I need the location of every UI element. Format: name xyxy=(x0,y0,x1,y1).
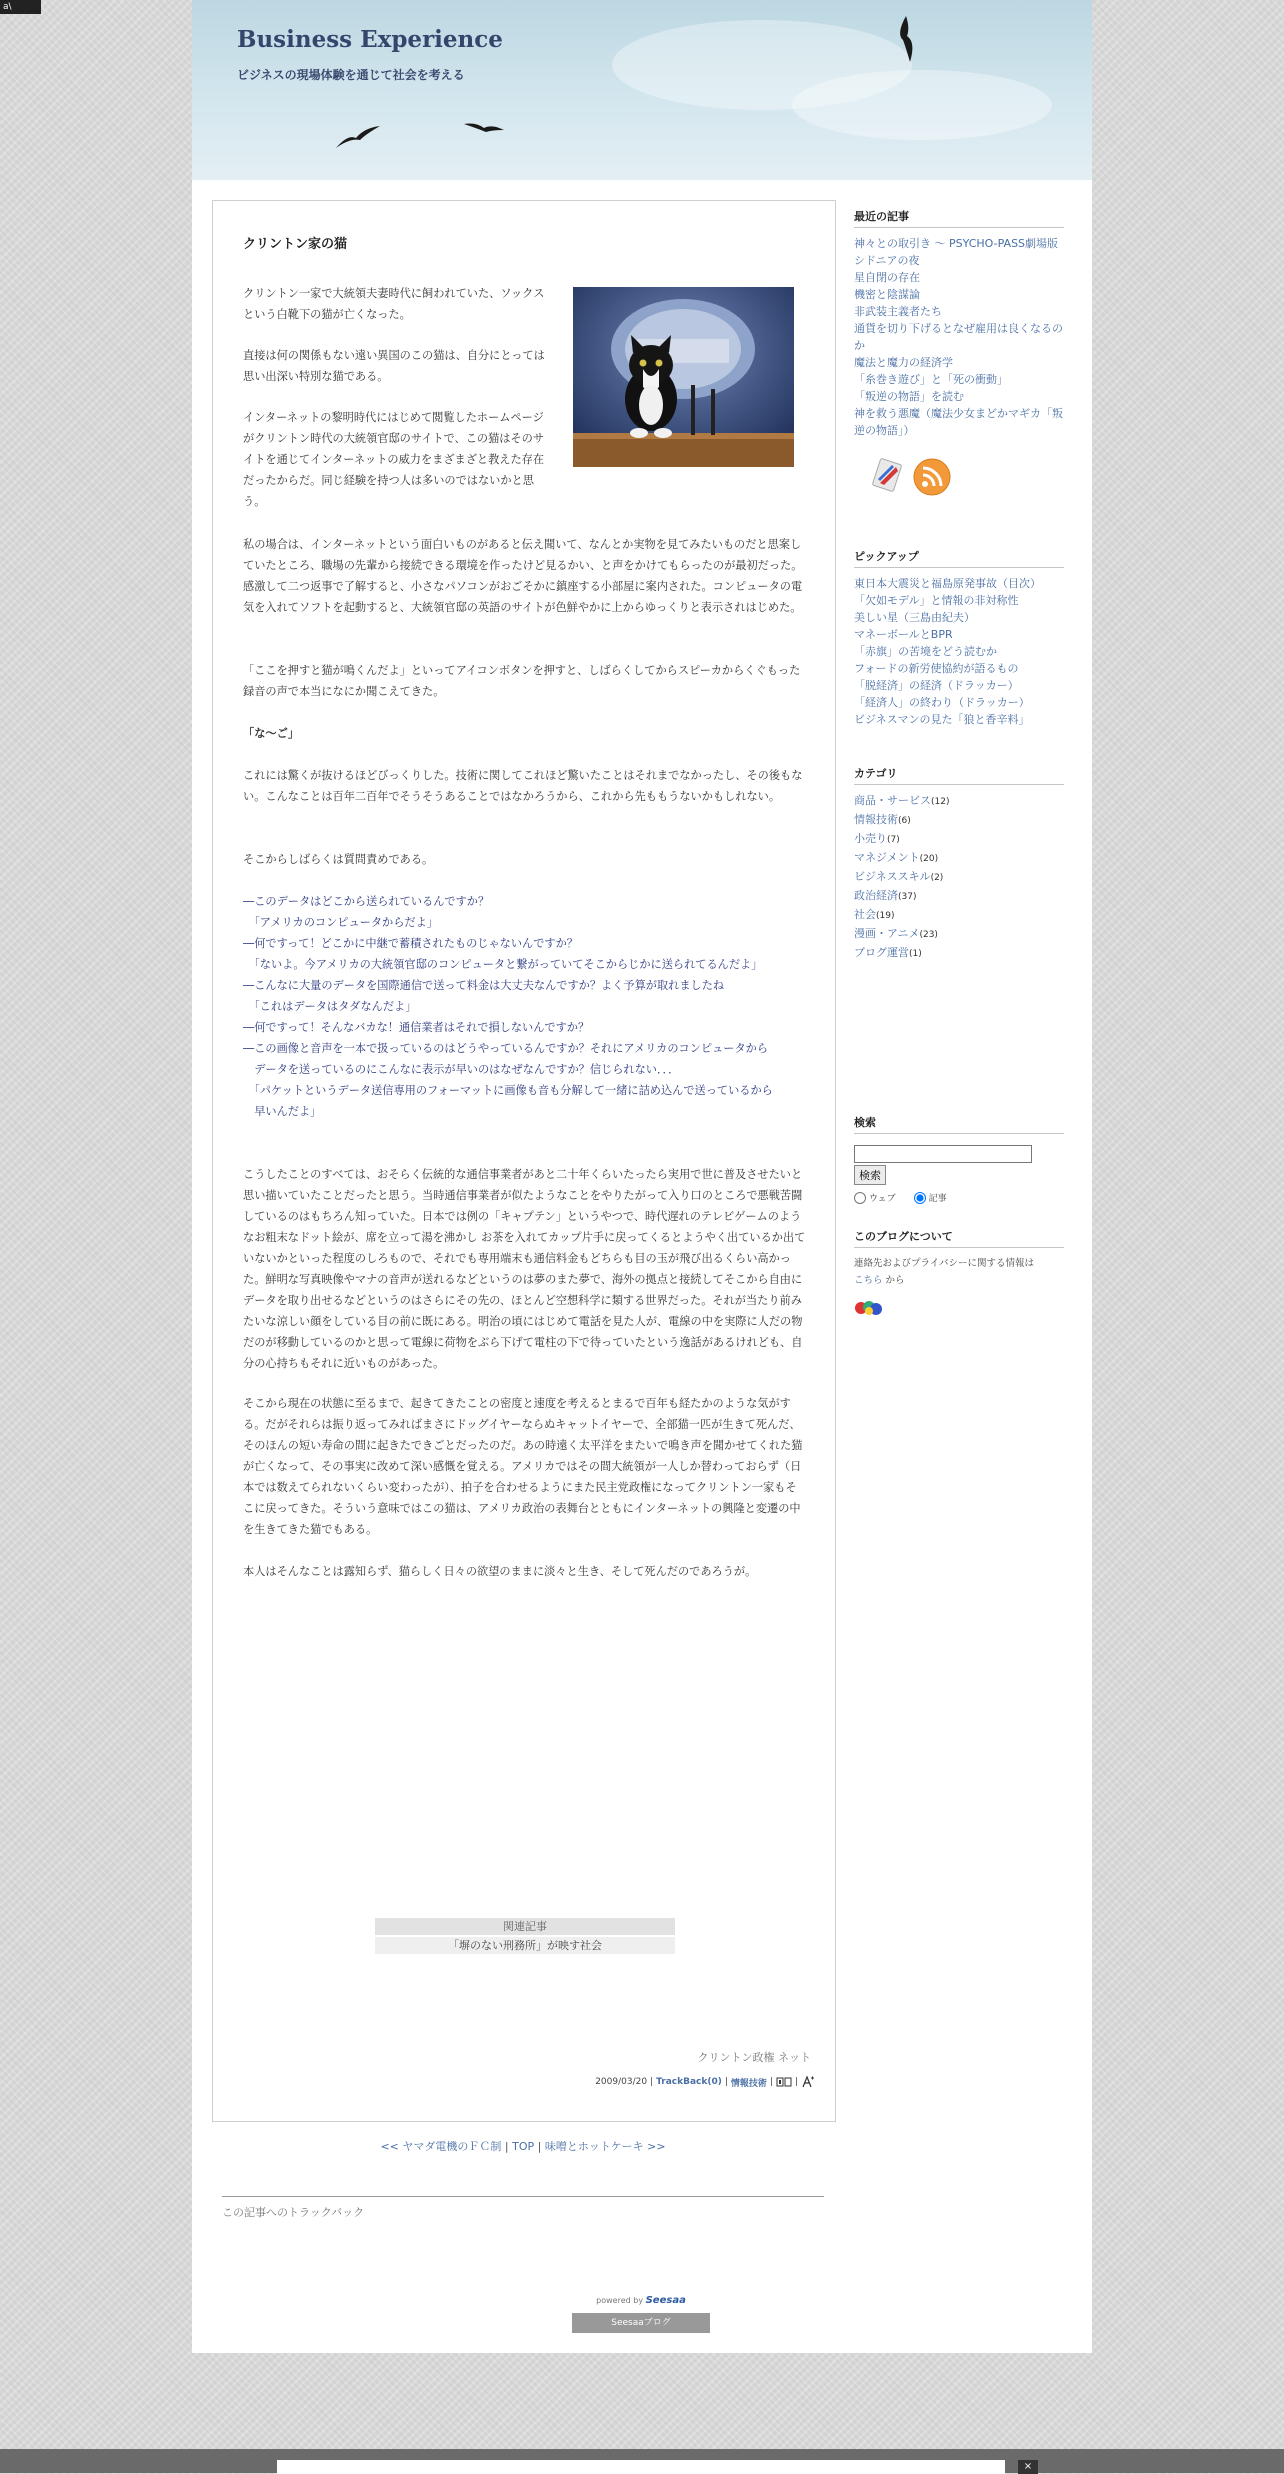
entry-paragraph: クリントン一家で大統領夫妻時代に飼われていた、ソックスという白靴下の猫が亡くなった。 xyxy=(243,287,545,321)
recent-post-link[interactable]: 神々との取引き ～ PSYCHO-PASS劇場版 xyxy=(854,237,1059,250)
pickup-link[interactable]: 「赤旗」の苦境をどう読むか xyxy=(854,645,997,658)
dialogue-block xyxy=(243,891,813,1122)
recent-posts-section xyxy=(854,208,1064,497)
related-heading: 関連記事 xyxy=(375,1918,675,1935)
separator: | xyxy=(724,2077,728,2087)
dialogue-line: ―この画像と音声を一本で扱っているのはどうやっているんですか？それにアメリカのコンピュータから xyxy=(243,1042,769,1055)
category-link[interactable]: 商品・サービス xyxy=(854,794,931,807)
blog-mascot-icon[interactable] xyxy=(854,1299,884,1317)
radio-web-option[interactable] xyxy=(854,1191,896,1205)
close-icon[interactable]: × xyxy=(1018,2460,1038,2474)
pickup-link[interactable]: 「欠如モデル」と情報の非対称性 xyxy=(854,594,1019,607)
entry-paragraph: インターネットの黎明時代にはじめて閲覧したホームページがクリントン時代の大統領官邸のサイトで、この猫はそのサイトを通じてインターネットの威力をまざまざと教えた存在だったからだ。同じ経験を持つ人は多いのではないかと思う。 xyxy=(243,411,545,508)
recent-post-link[interactable]: 魔法と魔力の経済学 xyxy=(854,356,953,369)
category-link[interactable]: 情報技術 xyxy=(730,2078,767,2089)
about-text xyxy=(854,1255,1064,1289)
entry-paragraph: 直接は何の関係もない遠い異国のこの猫は、自分にとっては思い出深い特別な猫である。 xyxy=(243,349,545,383)
related-link[interactable]: 「塀のない刑務所」が映す社会 xyxy=(375,1937,675,1954)
trackback-link[interactable]: TrackBack(0) xyxy=(656,2077,722,2087)
search-button[interactable]: 検索 xyxy=(854,1165,886,1185)
separator: | xyxy=(794,2077,798,2087)
category-count: (12) xyxy=(931,797,950,807)
recent-post-link[interactable]: 通貨を切り下げるとなぜ雇用は良くなるのか xyxy=(854,322,1063,352)
entry-navigation xyxy=(192,2138,854,2154)
top-link[interactable]: TOP xyxy=(512,2140,535,2153)
radio-blog-option[interactable] xyxy=(914,1191,947,1205)
divider xyxy=(222,2196,824,2197)
about-line: 連絡先およびプライバシーに関する情報は xyxy=(854,1258,1035,1269)
entry-paragraph: そこからしばらくは質問責めである。 xyxy=(243,853,434,866)
search-input[interactable] xyxy=(854,1145,1032,1163)
radio-blog-label: 記事 xyxy=(928,1193,947,1204)
entry-paragraph: 「ここを押すと猫が鳴くんだよ」といってアイコンボタンを押すと、しばらくしてからスピーカからくぐもった録音の声で本当になにか聞こえてきた。 xyxy=(243,664,801,698)
entry-date: 2009/03/20 xyxy=(595,2077,648,2087)
category-link[interactable]: ビジネススキル xyxy=(854,870,931,883)
category-count: (37) xyxy=(898,892,917,902)
corner-badge[interactable]: a\ xyxy=(0,0,41,14)
bird-icon xyxy=(462,118,506,138)
pickup-link[interactable]: 「脱経済」の経済（ドラッカー） xyxy=(854,679,1019,692)
category-link[interactable]: 社会 xyxy=(854,908,876,921)
pickup-link[interactable]: 東日本大震災と福島原発事故（目次） xyxy=(854,577,1041,590)
category-link[interactable]: 情報技術 xyxy=(854,813,898,826)
bottom-toolbar-input[interactable] xyxy=(277,2460,1005,2474)
next-entry-link[interactable]: 味噌とホットケーキ >> xyxy=(544,2140,666,2153)
category-item xyxy=(854,830,1064,849)
category-count: (2) xyxy=(930,873,944,883)
radio-web[interactable] xyxy=(854,1192,866,1204)
recent-post-link[interactable]: 「叛逆の物語」を読む xyxy=(854,390,964,403)
category-link[interactable]: ブログ運営 xyxy=(854,946,909,959)
separator: | xyxy=(650,2077,654,2087)
recent-post-link[interactable]: 星自閉の存在 xyxy=(854,271,920,284)
dialogue-line: ―このデータはどこから送られているんですか？ xyxy=(243,895,490,908)
related-articles xyxy=(375,1918,675,1954)
dialogue-line: 「アメリカのコンピュータからだよ」 xyxy=(243,916,438,929)
pickup-link[interactable]: ビジネスマンの見た「狼と香辛料」 xyxy=(854,713,1030,726)
category-item xyxy=(854,906,1064,925)
bookmark-icon[interactable] xyxy=(776,2076,792,2088)
separator: | xyxy=(769,2077,773,2087)
entry-paragraph: 私の場合は、インターネットという面白いものがあると伝え聞いて、なんとか実物を見てみたいものだと思案していたところ、職場の先輩から接続できる環境を作ったけど見るかい、と声をかけてもらったのが最初だった。感激して二つ返事で了解すると、小さなパソコンがおごそかに鎮座する小部屋に案内された。コンピュータの電気を入れてソフトを起動すると、大統領官邸の英語のサイトが色鮮やかに上からゆっくりと表示されはじめた。 xyxy=(243,538,803,614)
pickup-link[interactable]: 「経済人」の終わり（ドラッカー） xyxy=(854,696,1030,709)
entry-paragraph: そこから現在の状態に至るまで、起きてきたことの密度と速度を考えるとまるで百年も経たかのような気がする。だがそれらは振り返ってみればまさにドッグイヤーならぬキャットイヤーで、全部猫一匹が生きて死んだ、そのほんの短い寿命の間に起きたできごとだったのだ。あの時遠く太平洋をまたいで鳴き声を聞かせてくれた猫が亡くなって、その事実に改めて深い感慨を覚える。アメリカではその間大統領が一人しか替わっておらず（日本では数えてられないくらい変わったが）、拍子を合わせるようにまた民主党政権になってクリントン一家もそこに戻ってきた。そういう意味ではこの猫は、アメリカ政治の表舞台とともにインターネットの興隆と変遷の中を生きてきた猫でもある。 xyxy=(243,1397,803,1536)
category-count: (6) xyxy=(898,816,911,826)
bookmark-service-icon[interactable] xyxy=(870,457,906,493)
pickup-title: ピックアップ xyxy=(854,548,1064,568)
category-item xyxy=(854,849,1064,868)
powered-label: powered by xyxy=(596,2296,644,2305)
pickup-link[interactable]: マネーボールとBPR xyxy=(854,628,953,641)
category-title: カテゴリ xyxy=(854,765,1064,785)
seesaa-blog-button[interactable]: Seesaaブログ xyxy=(572,2313,710,2333)
feed-icons xyxy=(870,457,1064,497)
recent-posts-title: 最近の記事 xyxy=(854,208,1064,228)
page-container xyxy=(192,0,1092,2353)
powered-brand: Seesaa xyxy=(645,2295,686,2306)
separator: | xyxy=(537,2140,542,2153)
search-title: 検索 xyxy=(854,1114,1064,1134)
separator: | xyxy=(504,2140,509,2153)
dialogue-line: ―こんなに大量のデータを国際通信で送って料金は大丈夫なんですか？よく予算が取れましたね xyxy=(243,979,725,992)
search-section xyxy=(854,1114,1064,1204)
category-item xyxy=(854,792,1064,811)
radio-web-label: ウェブ xyxy=(869,1193,896,1204)
recent-post-link[interactable]: 非武装主義者たち xyxy=(854,305,942,318)
category-link[interactable]: 政治経済 xyxy=(854,889,898,902)
category-count: (20) xyxy=(919,854,939,864)
about-line-suffix: から xyxy=(882,1275,905,1286)
dialogue-line: データを送っているのにこんなに表示が早いのはなぜなんですか？信じられない．．． xyxy=(243,1063,680,1076)
pickup-link[interactable]: フォードの新労使協約が語るもの xyxy=(854,662,1019,675)
powered-by[interactable] xyxy=(572,2295,710,2309)
category-count: (7) xyxy=(887,835,900,845)
recent-post-link[interactable]: 神を救う悪魔（魔法少女まどかマギカ「叛逆の物語」） xyxy=(854,407,1063,437)
category-link[interactable]: 漫画・アニメ xyxy=(854,927,920,940)
category-link[interactable]: 小売り xyxy=(854,832,887,845)
rss-icon[interactable] xyxy=(912,457,952,497)
radio-blog[interactable] xyxy=(914,1192,926,1204)
entry-meta xyxy=(595,2075,815,2089)
site-tagline: ビジネスの現場体験を通じて社会を考える xyxy=(237,68,465,82)
dialogue-line: 「これはデータはタダなんだよ」 xyxy=(243,1000,417,1013)
entry-paragraph: 本人はそんなことは露知らず、猫らしく日々の欲望のままに淡々と生き、そして死んだのであろうが。 xyxy=(243,1565,757,1578)
pickup-section xyxy=(854,548,1064,728)
category-item xyxy=(854,868,1064,887)
category-count: (23) xyxy=(919,930,938,940)
entry-tags[interactable]: クリントン政権 ネット xyxy=(697,2051,811,2064)
category-item xyxy=(854,944,1064,963)
pickup-link[interactable]: 美しい星（三島由紀夫） xyxy=(854,611,975,624)
entry-box xyxy=(212,200,836,2122)
category-section xyxy=(854,765,1064,963)
category-link[interactable]: マネジメント xyxy=(854,851,920,864)
entry-paragraph-bold: 「な～ご」 xyxy=(243,727,299,740)
dialogue-line: 「パケットというデータ送信専用のフォーマットに画像も音も分解して一緒に詰め込んで送っているから xyxy=(243,1084,773,1097)
bird-icon xyxy=(894,14,920,64)
category-count: (19) xyxy=(876,911,895,921)
dialogue-line: ―何ですって！どこかに中継で蓄積されたものじゃないんですか？ xyxy=(243,937,578,950)
recent-post-link[interactable]: シドニアの夜 xyxy=(854,254,920,267)
site-header xyxy=(192,0,1092,180)
about-link[interactable]: こちら xyxy=(854,1275,883,1286)
category-item xyxy=(854,811,1064,830)
entry-paragraph: これには驚くが抜けるほどびっくりした。技術に関してこれほど驚いたことはそれまでなかったし、その後もない。こんなことは百年二百年でそうそうあることではなかろうから、これから先ももうないかもしれない。 xyxy=(243,769,803,803)
category-item xyxy=(854,887,1064,906)
about-title: このブログについて xyxy=(854,1228,1064,1248)
trackback-section-title: この記事へのトラックバック xyxy=(222,2206,365,2219)
dialogue-line: 早いんだよ」 xyxy=(243,1105,322,1118)
entry-paragraph: こうしたことのすべては、おそらく伝統的な通信事業者があと二十年くらいたったら実用で世に普及させたいと思い描いていたことだったと思う。当時通信事業者が似たようなことをやりたがって入り口のところで悪戦苦闘しているのはもちろん知っていた。日本では例の「キャプテン」というやつで、時代遅れのテレビゲームのようなお粗末なドット絵が、席を立って湯を沸かし お茶を入れてカップ片手に戻ってくるとようやく出ているか出ていないかといった程度のしろもので、それでも専用端末も通信料金もどちらも目の玉が飛び出るくらい高かった。鮮明な写真映像やマナの音声が送れるなどというのは夢のまた夢で、海外の拠点と接続してそこから自由にデータを取り出せるなどというのはさらにその先の、ほとんど空想科学に類する世界だった。それが当たり前みたいな涼しい顔をしている目の前に既にある。明治の頃にはじめて電話を見た人が、電線の中を実際に人だの物だのが移動しているのかと思って電線に荷物をぶら下げて電柱の下で待っていたという逸話があるけれども、自分の心持ちもそれに近いものがあった。 xyxy=(243,1168,806,1370)
dialogue-line: ―何ですって！そんなバカな！通信業者はそれで損しないんですか？ xyxy=(243,1021,590,1034)
recent-post-link[interactable]: 「糸巻き遊び」と「死の衝動」 xyxy=(854,373,1008,386)
category-count: (1) xyxy=(909,949,922,959)
category-item xyxy=(854,925,1064,944)
bird-icon xyxy=(334,124,382,150)
about-section xyxy=(854,1228,1064,1321)
recent-post-link[interactable]: 機密と陰謀論 xyxy=(854,288,920,301)
font-size-icon[interactable] xyxy=(801,2075,815,2089)
site-title[interactable]: Business Experience xyxy=(237,26,503,53)
dialogue-line: 「ないよ。今アメリカの大統領官邸のコンピュータと繋がっていてそこからじかに送られてるんだよ」 xyxy=(243,958,763,971)
cat-photo xyxy=(573,287,794,467)
entry-title[interactable]: クリントン家の猫 xyxy=(243,237,348,252)
prev-entry-link[interactable]: << ヤマダ電機のＦＣ制 xyxy=(380,2140,502,2153)
